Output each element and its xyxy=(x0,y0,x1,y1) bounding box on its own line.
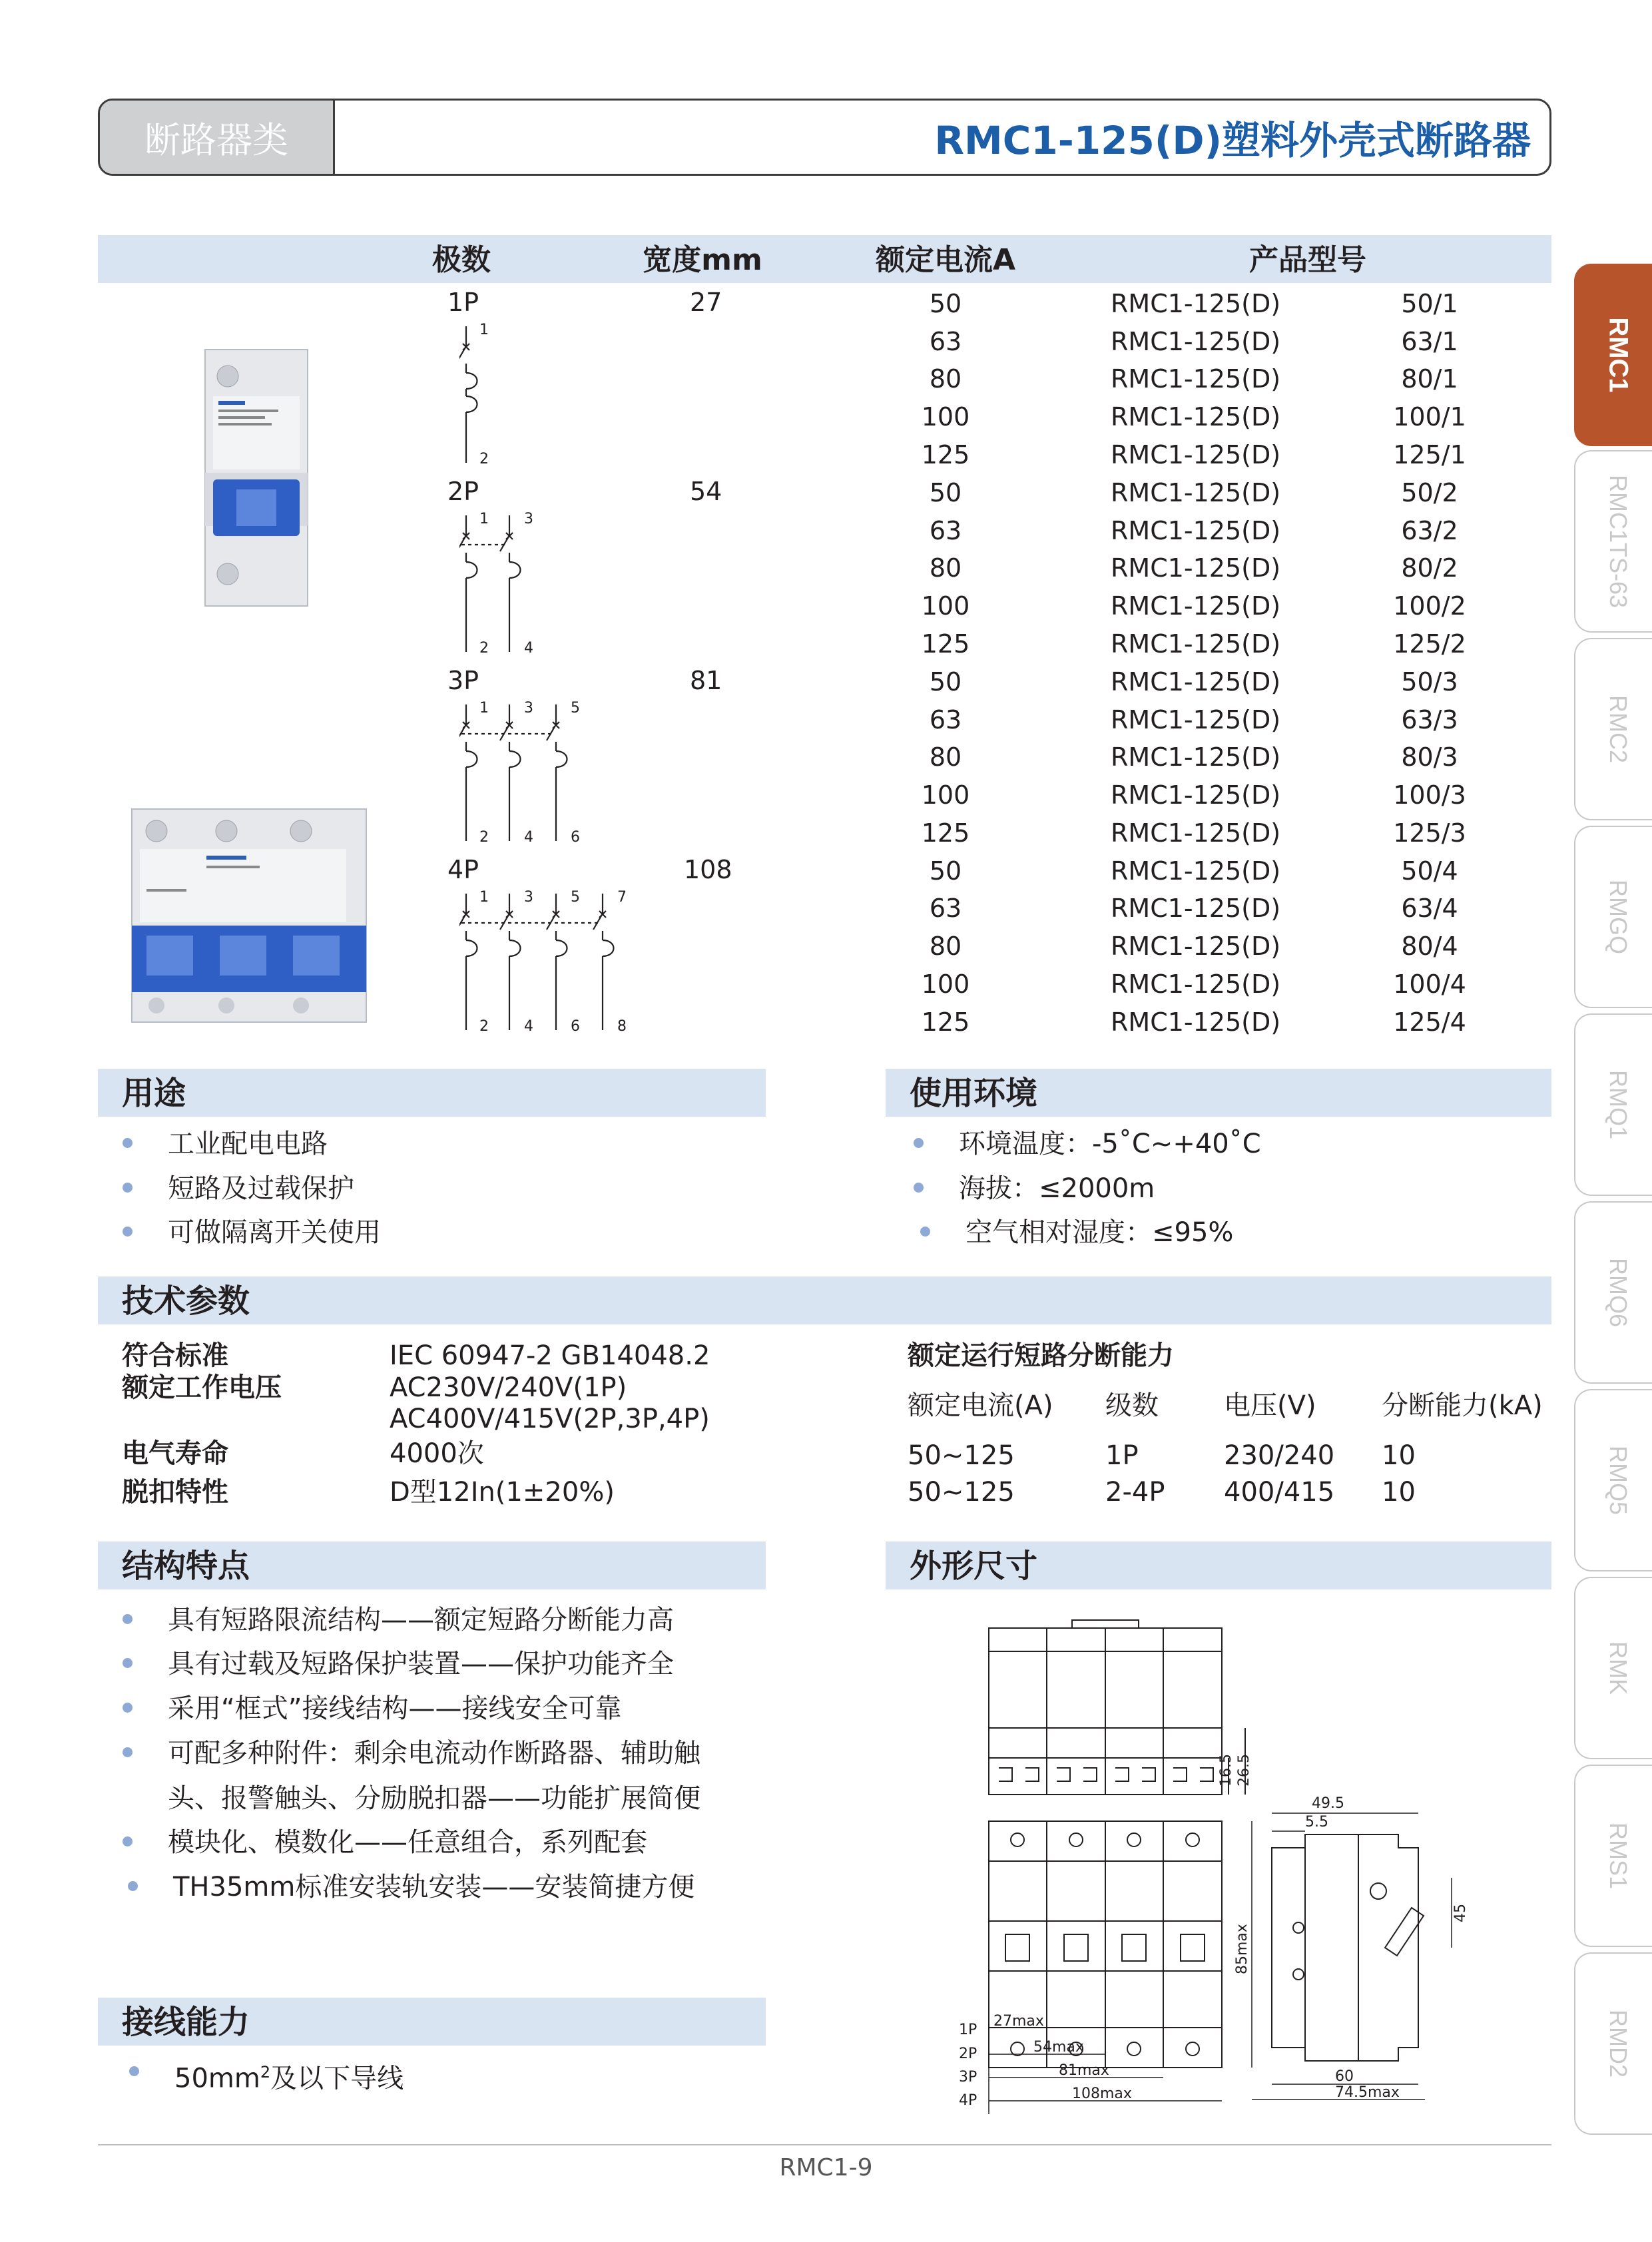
breaking-cell: 1P xyxy=(1105,1440,1139,1471)
product-photo-3p xyxy=(127,806,373,1025)
table-row: 80 RMC1-125(D) 80/4 xyxy=(929,932,1458,961)
pole-label: 2P xyxy=(447,477,479,506)
breaking-cell: 2-4P xyxy=(1105,1477,1165,1508)
table-row: 50 RMC1-125(D) 50/4 xyxy=(929,856,1458,886)
standard-value: IEC 60947-2 GB14048.2 xyxy=(390,1340,710,1371)
trip-label: 脱扣特性 xyxy=(122,1477,228,1508)
svg-text:108max: 108max xyxy=(1072,2086,1132,2102)
table-row: 80 RMC1-125(D) 80/3 xyxy=(929,742,1458,772)
svg-text:1: 1 xyxy=(479,511,489,527)
table-row: 125 RMC1-125(D) 125/1 xyxy=(921,440,1466,469)
svg-text:5: 5 xyxy=(571,889,580,906)
width-value: 108 xyxy=(684,855,732,884)
svg-text:4: 4 xyxy=(524,829,533,846)
breaking-cell: 10 xyxy=(1382,1477,1416,1508)
product-photo-1p xyxy=(200,346,313,609)
dimension-drawing xyxy=(959,1615,1505,2117)
circuit-symbol-3p xyxy=(459,704,567,841)
breaking-title: 额定运行短路分断能力 xyxy=(908,1340,1174,1371)
table-row: 100 RMC1-125(D) 100/2 xyxy=(921,591,1466,621)
svg-text:85max: 85max xyxy=(1234,1924,1250,1974)
svg-text:8: 8 xyxy=(617,1018,627,1035)
voltage-label: 额定工作电压 xyxy=(122,1372,282,1403)
section-bar-dimensions: 外形尺寸 xyxy=(886,1541,1551,1589)
svg-text:60: 60 xyxy=(1335,2068,1354,2085)
table-row: 63 RMC1-125(D) 63/2 xyxy=(929,516,1458,545)
list-item: 可配多种附件：剩余电流动作断路器、辅助触 xyxy=(168,1738,700,1769)
section-bar-wiring: 接线能力 xyxy=(98,1998,766,2046)
table-row: 63 RMC1-125(D) 63/1 xyxy=(929,327,1458,356)
list-item: TH35mm标准安装轨安装——安装简捷方便 xyxy=(173,1872,695,1902)
page-header xyxy=(98,99,1551,176)
svg-text:1: 1 xyxy=(479,700,489,716)
side-tab-rmc1[interactable]: RMC1 xyxy=(1574,264,1652,446)
svg-text:2: 2 xyxy=(479,1018,489,1035)
breaking-header: 电压(V) xyxy=(1224,1390,1316,1421)
width-value: 27 xyxy=(690,288,722,317)
table-row: 80 RMC1-125(D) 80/1 xyxy=(929,364,1458,394)
section-bar-usage: 用途 xyxy=(98,1069,766,1117)
table-row: 100 RMC1-125(D) 100/1 xyxy=(921,402,1466,431)
breaking-cell: 50~125 xyxy=(908,1440,1015,1471)
svg-text:4: 4 xyxy=(524,640,533,657)
table-row: 80 RMC1-125(D) 80/2 xyxy=(929,553,1458,583)
side-tab-rmc1ts-63[interactable]: RMC1TS-63 xyxy=(1574,450,1652,633)
list-item: 工业配电电路 xyxy=(168,1129,328,1159)
svg-text:1: 1 xyxy=(479,889,489,906)
section-bar-features: 结构特点 xyxy=(98,1541,766,1589)
breaking-cell: 400/415 xyxy=(1224,1477,1335,1508)
svg-text:2: 2 xyxy=(479,829,489,846)
circuit-symbol-1p xyxy=(459,326,477,463)
pole-label: 3P xyxy=(447,666,479,695)
svg-text:2: 2 xyxy=(479,640,489,657)
list-item: 具有过载及短路保护装置——保护功能齐全 xyxy=(168,1649,674,1679)
breaking-header: 分断能力(kA) xyxy=(1382,1390,1543,1421)
list-item: $50mm^2$及以下导线 xyxy=(174,2056,404,2095)
list-item: 模块化、模数化——任意组合，系列配套 xyxy=(168,1827,647,1858)
table-row: 125 RMC1-125(D) 125/4 xyxy=(921,1007,1466,1037)
dimension-top-view xyxy=(989,1620,1245,1795)
page-title: RMC1-125(D)塑料外壳式断路器 xyxy=(934,118,1531,163)
svg-text:81max: 81max xyxy=(1059,2062,1109,2079)
list-item: 环境温度：-5˚C~+40˚C xyxy=(959,1129,1261,1159)
breaking-cell: 10 xyxy=(1382,1440,1416,1471)
category-label: 断路器类 xyxy=(100,101,335,174)
svg-text:1P: 1P xyxy=(959,2022,977,2038)
svg-text:54max: 54max xyxy=(1033,2039,1084,2056)
table-row: 50 RMC1-125(D) 50/3 xyxy=(929,667,1458,697)
voltage-value: AC400V/415V(2P,3P,4P) xyxy=(390,1404,710,1434)
header-current: 额定电流A xyxy=(875,243,1016,277)
section-bar-environment: 使用环境 xyxy=(886,1069,1551,1117)
side-tab-rms1[interactable]: RMS1 xyxy=(1574,1765,1652,1947)
list-item: 海拔：≤2000m xyxy=(959,1173,1155,1204)
table-row: 125 RMC1-125(D) 125/3 xyxy=(921,818,1466,848)
header-model: 产品型号 xyxy=(1249,243,1366,277)
footer-divider xyxy=(98,2144,1551,2145)
svg-text:16.5: 16.5 xyxy=(1218,1754,1235,1787)
table-row: 50 RMC1-125(D) 50/1 xyxy=(929,289,1458,318)
circuit-symbol-2p xyxy=(459,515,521,652)
list-item: 短路及过载保护 xyxy=(168,1173,354,1204)
table-row: 100 RMC1-125(D) 100/3 xyxy=(921,780,1466,810)
width-value: 54 xyxy=(690,477,722,506)
svg-text:3: 3 xyxy=(524,511,533,527)
list-item: 可做隔离开关使用 xyxy=(168,1217,381,1248)
width-value: 81 xyxy=(690,666,722,695)
table-row: 125 RMC1-125(D) 125/2 xyxy=(921,629,1466,659)
pole-label: 4P xyxy=(447,855,479,884)
svg-text:4P: 4P xyxy=(959,2092,977,2109)
circuit-symbol-4p xyxy=(459,894,614,1030)
dimension-side-view xyxy=(1272,1834,1424,2061)
svg-text:3P: 3P xyxy=(959,2069,977,2086)
life-value: 4000次 xyxy=(390,1438,484,1469)
side-tab-rmq5[interactable]: RMQ5 xyxy=(1574,1389,1652,1571)
svg-text:3: 3 xyxy=(524,700,533,716)
svg-text:2: 2 xyxy=(479,451,489,467)
product-table-header xyxy=(98,235,1551,283)
list-item: 采用“框式”接线结构——接线安全可靠 xyxy=(168,1693,622,1724)
side-tab-rmq6[interactable]: RMQ6 xyxy=(1574,1201,1652,1384)
side-tab-rmq1[interactable]: RMQ1 xyxy=(1574,1013,1652,1196)
side-tab-rmd2[interactable]: RMD2 xyxy=(1574,1952,1652,2135)
life-label: 电气寿命 xyxy=(122,1438,228,1469)
side-tab-rmgq[interactable]: RMGQ xyxy=(1574,826,1652,1008)
table-row: 63 RMC1-125(D) 63/3 xyxy=(929,705,1458,734)
breaking-header: 额定电流(A) xyxy=(908,1390,1053,1421)
pole-label: 1P xyxy=(447,288,479,317)
svg-text:74.5max: 74.5max xyxy=(1335,2084,1400,2101)
table-row: 50 RMC1-125(D) 50/2 xyxy=(929,478,1458,507)
svg-text:5.5: 5.5 xyxy=(1305,1814,1328,1830)
svg-text:26.5: 26.5 xyxy=(1236,1754,1252,1787)
svg-text:49.5: 49.5 xyxy=(1312,1795,1344,1812)
header-width: 宽度mm xyxy=(643,243,762,277)
breaking-cell: 230/240 xyxy=(1224,1440,1335,1471)
standard-label: 符合标准 xyxy=(122,1340,228,1371)
breaking-cell: 50~125 xyxy=(908,1477,1015,1508)
svg-text:7: 7 xyxy=(617,889,627,906)
table-row: 100 RMC1-125(D) 100/4 xyxy=(921,970,1466,999)
breaking-header: 级数 xyxy=(1105,1390,1159,1421)
svg-text:6: 6 xyxy=(571,829,580,846)
page-number: RMC1-9 xyxy=(779,2154,873,2181)
circuit-symbols xyxy=(459,320,659,1039)
side-tab-rmk[interactable]: RMK xyxy=(1574,1577,1652,1759)
svg-text:2P: 2P xyxy=(959,2046,977,2062)
dimension-front-view xyxy=(989,1821,1222,2068)
table-row: 63 RMC1-125(D) 63/4 xyxy=(929,894,1458,923)
svg-text:4: 4 xyxy=(524,1018,533,1035)
section-bar-tech: 技术参数 xyxy=(98,1276,1551,1324)
list-item: 空气相对湿度：≤95% xyxy=(965,1217,1234,1248)
svg-text:1: 1 xyxy=(479,322,489,338)
svg-text:3: 3 xyxy=(524,889,533,906)
header-poles: 极数 xyxy=(432,243,491,277)
trip-value: D型12In(1±20%) xyxy=(390,1477,615,1508)
svg-text:6: 6 xyxy=(571,1018,580,1035)
voltage-value: AC230V/240V(1P) xyxy=(390,1372,627,1403)
list-item: 具有短路限流结构——额定短路分断能力高 xyxy=(168,1605,674,1635)
list-item-continuation: 头、报警触头、分励脱扣器——功能扩展简便 xyxy=(168,1783,700,1814)
svg-text:45: 45 xyxy=(1452,1904,1469,1922)
svg-text:27max: 27max xyxy=(993,2013,1044,2030)
svg-text:5: 5 xyxy=(571,700,580,716)
side-tab-rmc2[interactable]: RMC2 xyxy=(1574,638,1652,820)
